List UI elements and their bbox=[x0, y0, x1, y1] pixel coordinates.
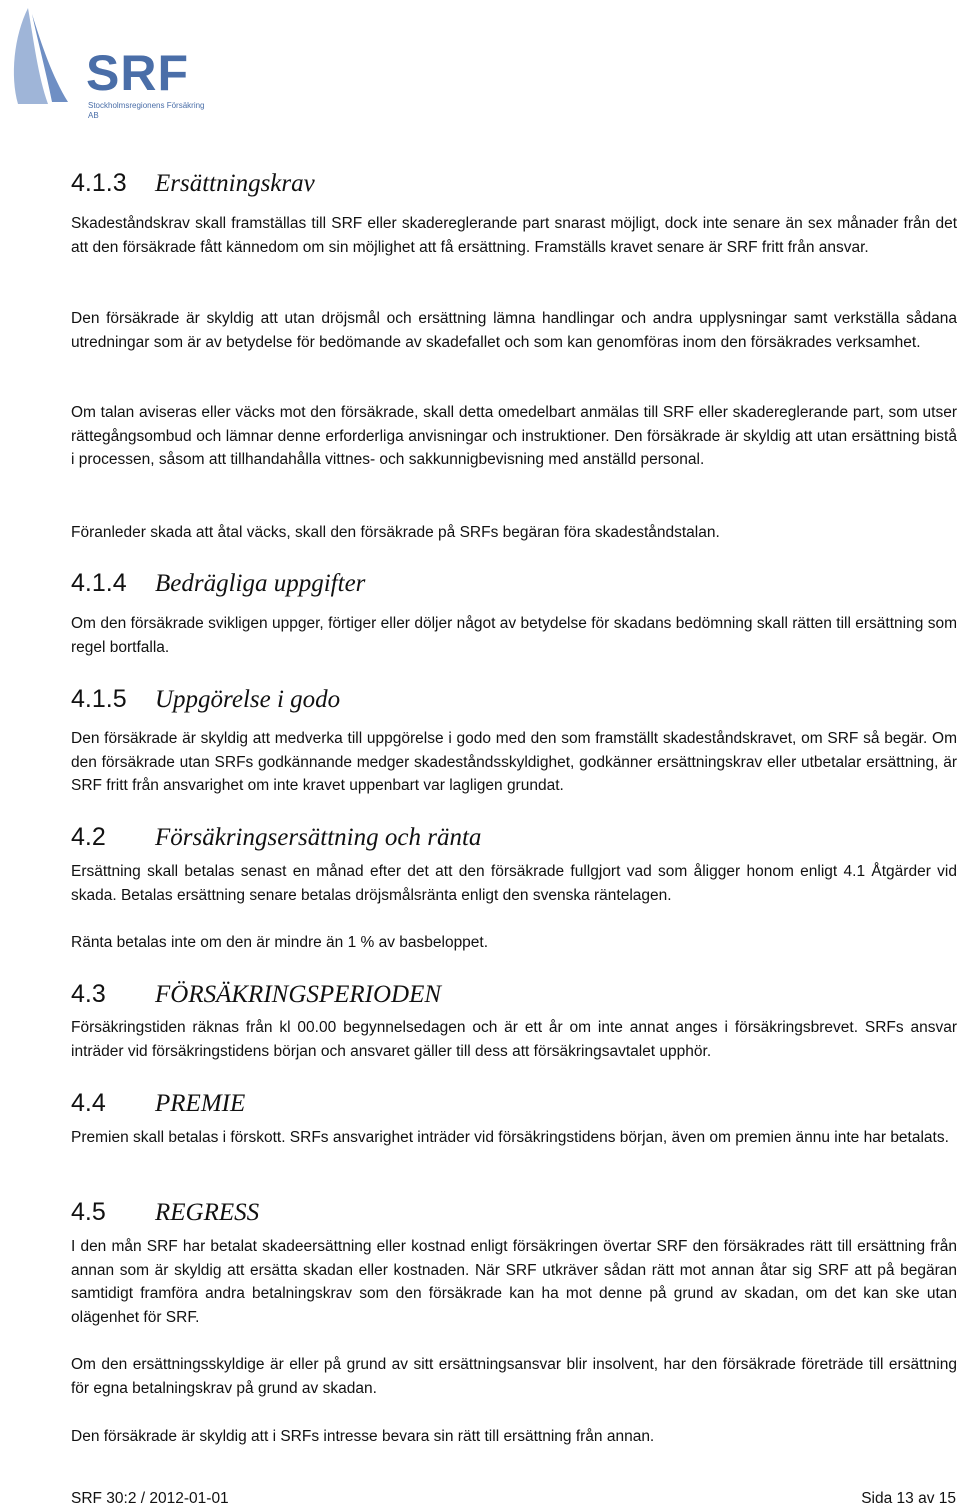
paragraph: Föranleder skada att åtal väcks, skall den försäkrade på SRFs begäran föra skadeståndstalan. bbox=[71, 524, 720, 541]
paragraph: Den försäkrade är skyldig att i SRFs intresse bevara sin rätt till ersättning från annan. bbox=[71, 1428, 655, 1445]
paragraph: Ersättning skall betalas senast en månad efter det att den försäkrade fullgjort vad som åligger honom enligt 4.1 Åtgärder vid skada. Betalas ersättning senare betalas dröjsmålsränta enligt den svenska räntelagen. bbox=[71, 863, 957, 904]
footer-document-id: SRF 30:2 / 2012-01-01 bbox=[71, 1490, 229, 1507]
heading-4-1-5 bbox=[71, 684, 340, 715]
paragraph: Den försäkrade är skyldig att medverka till uppgörelse i godo med den som framställt skadeståndskravet, om SRF så begär. Om den försäkrade utan SRFs godkännande medger skadeståndsskyldighet, godkänner ersättningskrav eller utbetalar ersättning, är SRF fritt från ansvarighet om inte kravet uppenbart var lagligen grundat. bbox=[71, 730, 957, 795]
heading-title: Ersättningskrav bbox=[155, 170, 315, 197]
heading-4-4 bbox=[71, 1088, 245, 1119]
logo-text: SRF bbox=[86, 45, 189, 101]
heading-number: 4.4 bbox=[71, 1089, 106, 1117]
heading-number: 4.3 bbox=[71, 980, 106, 1008]
heading-4-3 bbox=[71, 979, 441, 1010]
paragraph: Den försäkrade är skyldig att utan dröjsmål och ersättning lämna handlingar och andra upplysningar samt verkställa sådana utredningar som är av betydelse för bedömande av skadefallet och som kan genomföras inom den försäkrades verksamhet. bbox=[71, 310, 957, 351]
heading-title: PREMIE bbox=[155, 1090, 246, 1117]
paragraph: Om talan aviseras eller väcks mot den försäkrade, skall detta omedelbart anmälas till SRF eller skadereglerande part, som utser rättegångsombud och lämnar denne erforderliga anvisningar och instruktioner. Den försäkrade är skyldig att utan ersättning bistå i processen, såsom att tillhandahålla vittnes- och sakkunnigbevisning med anställd personal. bbox=[71, 404, 957, 469]
heading-number: 4.1.5 bbox=[71, 685, 127, 713]
paragraph: Om den försäkrade svikligen uppger, förtiger eller döljer något av betydelse för skadans bedömning skall rätten till ersättning som regel bortfalla. bbox=[71, 615, 957, 656]
paragraph: Ränta betalas inte om den är mindre än 1 % av basbeloppet. bbox=[71, 934, 489, 951]
heading-4-1-4 bbox=[71, 568, 365, 599]
heading-title: REGRESS bbox=[155, 1199, 260, 1226]
heading-title: Uppgörelse i godo bbox=[155, 686, 341, 713]
sail-icon bbox=[8, 6, 88, 106]
paragraph: I den mån SRF har betalat skadeersättning eller kostnad enligt försäkringen övertar SRF den försäkrades rätt till ersättning från annan som är skyldig att ersätta skadan eller kostnaden. När SRF utkräver sådan rätt mot annan åtar sig SRF att på begäran samtidigt framföra andra betalningskrav som den försäkrade kan ha mot denne på grund av skadan, om det kan ske utan olägenhet för SRF. bbox=[71, 1238, 957, 1326]
paragraph: Premien skall betalas i förskott. SRFs ansvarighet inträder vid försäkringstidens början, även om premien ännu inte har betalats. bbox=[71, 1129, 949, 1146]
paragraph: Skadeståndskrav skall framställas till SRF eller skadereglerande part snarast möjligt, dock inte senare än sex månader från det att den försäkrade fått kännedom om sin möjlighet att få ersättning. Framställs kravet senare är SRF fritt från ansvar. bbox=[71, 215, 957, 256]
heading-title: Försäkringsersättning och ränta bbox=[155, 824, 482, 851]
heading-4-1-3 bbox=[71, 168, 315, 199]
srf-logo bbox=[8, 6, 208, 120]
heading-number: 4.2 bbox=[71, 823, 106, 851]
heading-title: Bedrägliga uppgifter bbox=[155, 570, 366, 597]
heading-number: 4.5 bbox=[71, 1198, 106, 1226]
heading-4-5 bbox=[71, 1197, 259, 1228]
footer-page-number: Sida 13 av 15 bbox=[861, 1490, 956, 1507]
paragraph: Om den ersättningsskyldige är eller på grund av sitt ersättningsansvar blir insolvent, har den försäkrade företräde till ersättning för egna betalningskrav på grund av skadan. bbox=[71, 1356, 957, 1397]
heading-title: FÖRSÄKRINGSPERIODEN bbox=[155, 981, 442, 1008]
heading-number: 4.1.3 bbox=[71, 169, 127, 197]
heading-4-2 bbox=[71, 822, 481, 853]
heading-number: 4.1.4 bbox=[71, 569, 127, 597]
paragraph: Försäkringstiden räknas från kl 00.00 begynnelsedagen och är ett år om inte annat anges i försäkringsbrevet. SRFs ansvar inträder vid försäkringstidens början och ansvaret gäller till dess att försäkringsavtalet upphör. bbox=[71, 1019, 957, 1060]
logo-subtitle: Stockholmsregionens Försäkring AB bbox=[88, 101, 205, 120]
